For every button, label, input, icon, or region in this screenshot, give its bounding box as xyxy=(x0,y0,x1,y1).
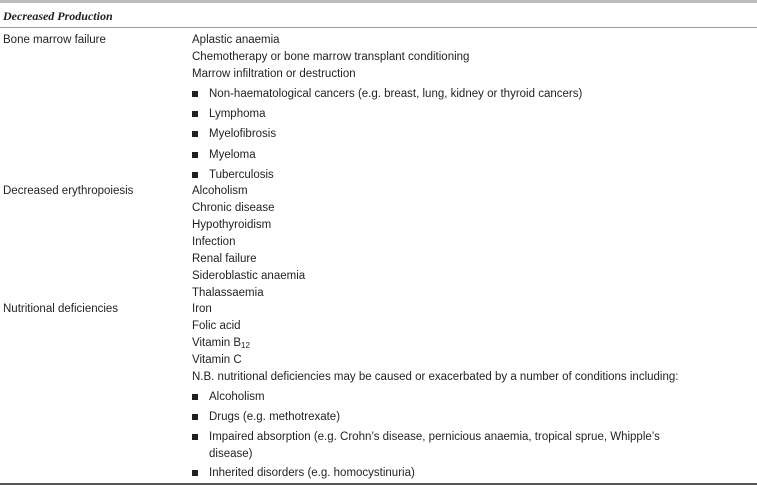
bullet-square-icon xyxy=(192,131,198,137)
list-item: Iron xyxy=(192,303,212,315)
bullet-square-icon xyxy=(192,434,198,440)
section-title: Decreased Production xyxy=(3,9,113,23)
bullet-text: Myelofibrosis xyxy=(209,128,277,140)
bullet-square-icon xyxy=(192,91,198,97)
top-rule xyxy=(0,0,757,3)
list-item: Sideroblastic anaemia xyxy=(192,270,306,282)
bullet-square-icon xyxy=(192,111,198,117)
list-item xyxy=(192,336,250,351)
list-item: Chemotherapy or bone marrow transplant conditioning xyxy=(192,51,470,63)
list-item: Renal failure xyxy=(192,253,257,265)
section-divider xyxy=(0,27,757,28)
bullet-text: Tuberculosis xyxy=(209,169,274,181)
list-item: Alcoholism xyxy=(192,185,248,197)
bottom-rule xyxy=(0,483,757,485)
list-item: Folic acid xyxy=(192,320,241,332)
list-item: Chronic disease xyxy=(192,202,275,214)
bullet-square-icon xyxy=(192,172,198,178)
list-item: Thalassaemia xyxy=(192,287,264,299)
bullet-square-icon xyxy=(192,470,198,476)
category-decreased-erythropoiesis: Decreased erythropoiesis xyxy=(3,185,134,197)
list-item: Hypothyroidism xyxy=(192,219,272,231)
bullet-square-icon xyxy=(192,152,198,158)
bullet-square-icon xyxy=(192,394,198,400)
bullet-text-continuation: disease) xyxy=(209,448,253,460)
bullet-text: Non-haematological cancers (e.g. breast, lung, kidney or thyroid cancers) xyxy=(209,88,583,100)
list-item: Aplastic anaemia xyxy=(192,34,280,46)
list-item: Infection xyxy=(192,236,236,248)
bullet-text: Drugs (e.g. methotrexate) xyxy=(209,411,341,423)
bullet-text: Myeloma xyxy=(209,149,256,161)
list-item: Marrow infiltration or destruction xyxy=(192,68,356,80)
bullet-square-icon xyxy=(192,414,198,420)
category-nutritional-deficiencies: Nutritional deficiencies xyxy=(3,303,119,315)
bullet-text: Impaired absorption (e.g. Crohn’s disease, pernicious anaemia, tropical sprue, Whipple’s xyxy=(209,431,660,443)
list-item: Vitamin C xyxy=(192,354,242,366)
vitamin-b-subscript: 12 xyxy=(241,341,250,350)
bullet-text: Alcoholism xyxy=(209,391,265,403)
bullet-text: Lymphoma xyxy=(209,108,266,120)
list-item-note: N.B. nutritional deficiencies may be caused or exacerbated by a number of conditions including: xyxy=(192,371,679,383)
category-bone-marrow-failure: Bone marrow failure xyxy=(3,34,106,46)
vitamin-b-text: Vitamin B xyxy=(192,337,242,349)
bullet-text: Inherited disorders (e.g. homocystinuria) xyxy=(209,467,415,479)
